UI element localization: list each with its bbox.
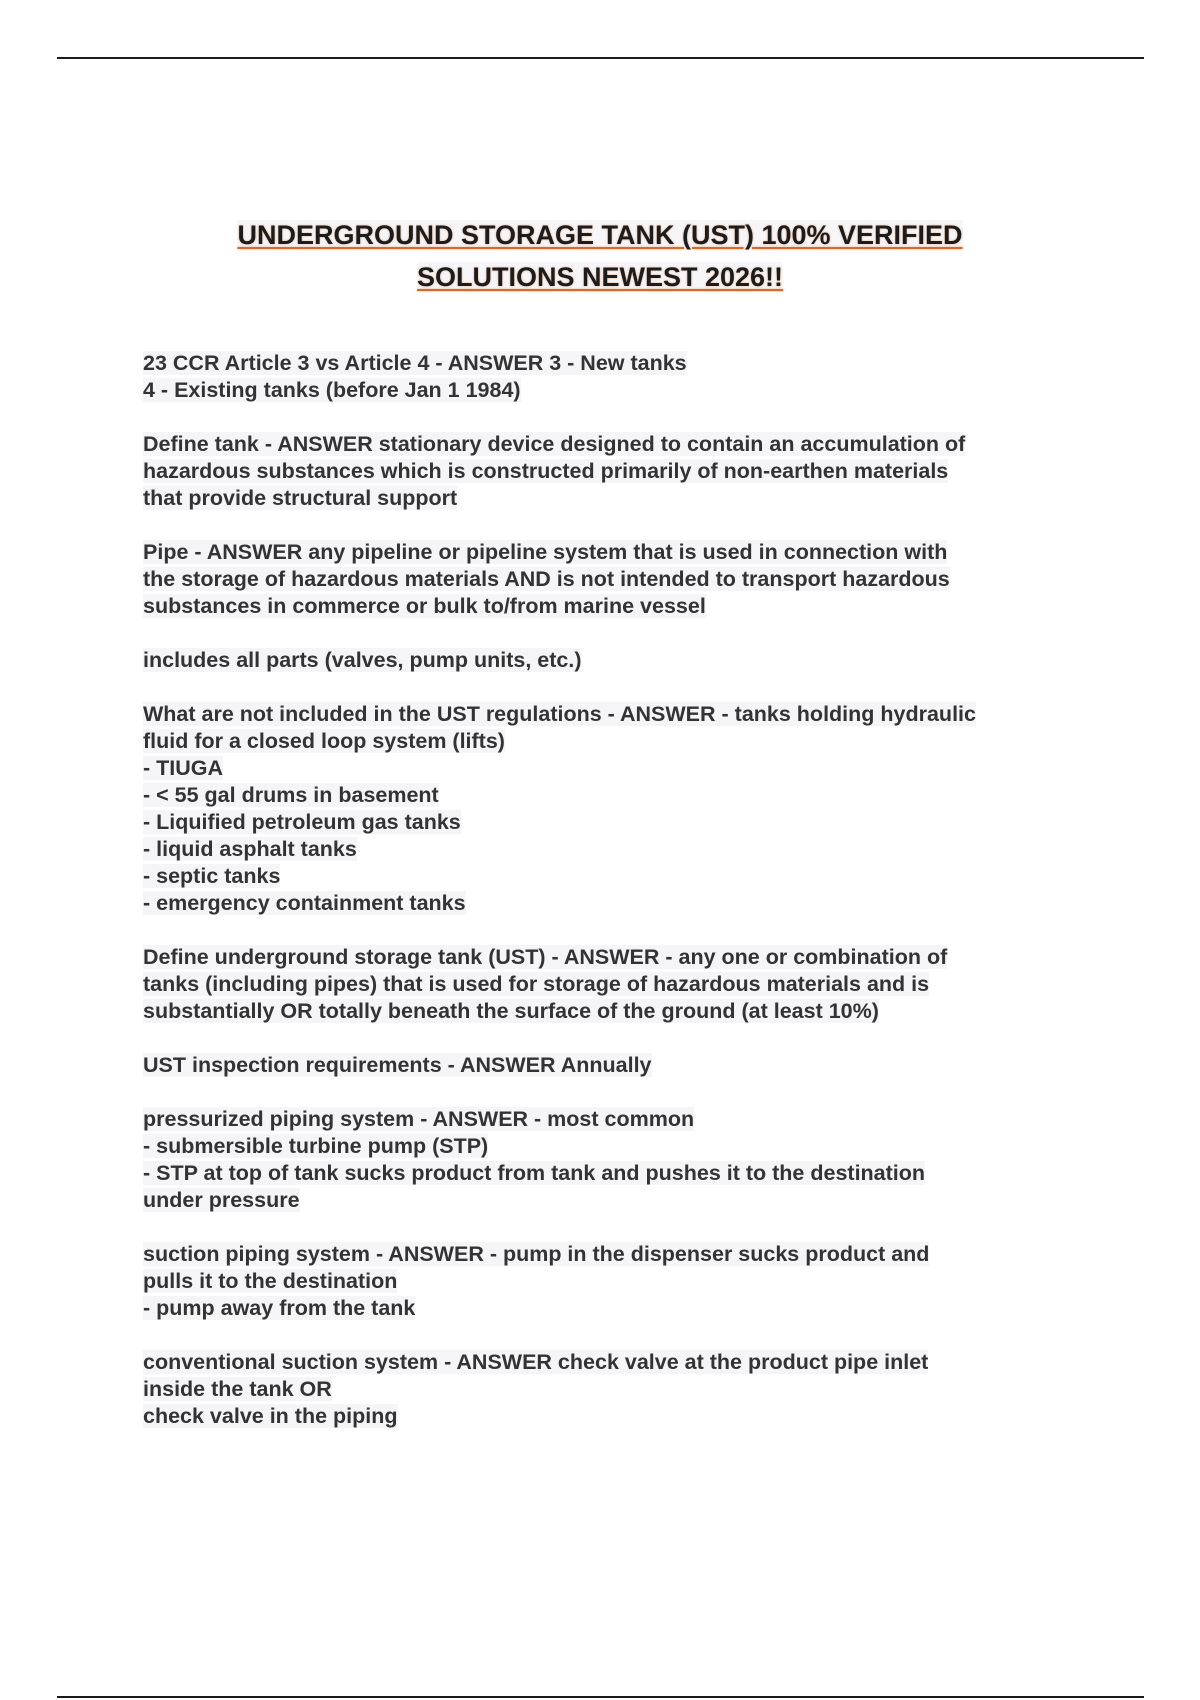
qa-entry-line: [143, 1052, 1083, 1079]
qa-entry-line: [143, 1106, 1083, 1133]
qa-entry-line: [143, 890, 1083, 917]
qa-entry-text: - liquid asphalt tanks: [143, 837, 357, 861]
qa-entry-text: under pressure: [143, 1188, 300, 1212]
qa-entry-line: [143, 485, 1083, 512]
qa-entry-text: pressurized piping system - ANSWER - most common: [143, 1107, 695, 1131]
qa-entry: [143, 1349, 1083, 1430]
title-line-1: UNDERGROUND STORAGE TANK (UST) 100% VERIFIED: [237, 220, 963, 250]
qa-entry-line: [143, 944, 1083, 971]
qa-entry-text: suction piping system - ANSWER - pump in the dispenser sucks product and: [143, 1242, 930, 1266]
qa-entry-text: - < 55 gal drums in basement: [143, 783, 439, 807]
qa-entry: [143, 1241, 1083, 1322]
qa-entry-line: [143, 1268, 1083, 1295]
qa-entry-text: - submersible turbine pump (STP): [143, 1134, 489, 1158]
qa-entry-line: [143, 539, 1083, 566]
qa-entry-text: What are not included in the UST regulations - ANSWER - tanks holding hydraulic: [143, 702, 976, 726]
document-title: [120, 214, 1080, 298]
qa-entry-text: that provide structural support: [143, 486, 458, 510]
qa-entry-text: fluid for a closed loop system (lifts): [143, 729, 505, 753]
qa-entry-text: tanks (including pipes) that is used for storage of hazardous materials and is: [143, 972, 930, 996]
qa-entry: [143, 1106, 1083, 1214]
qa-entry-text: 4 - Existing tanks (before Jan 1 1984): [143, 378, 521, 402]
qa-entry: [143, 431, 1083, 512]
qa-entry-text: the storage of hazardous materials AND is not intended to transport hazardous: [143, 567, 950, 591]
qa-entry: [143, 350, 1083, 404]
qa-entry-line: [143, 782, 1083, 809]
qa-entry: [143, 647, 1083, 674]
qa-entry-line: [143, 728, 1083, 755]
qa-entry-text: - STP at top of tank sucks product from tank and pushes it to the destination: [143, 1161, 926, 1185]
header-rule: [57, 57, 1144, 59]
qa-entry-text: - pump away from the tank: [143, 1296, 416, 1320]
qa-entry-line: [143, 431, 1083, 458]
qa-entry-line: [143, 701, 1083, 728]
qa-entry-line: [143, 998, 1083, 1025]
qa-entry-text: - TIUGA: [143, 756, 224, 780]
qa-entry-line: [143, 458, 1083, 485]
qa-entry-text: Pipe - ANSWER any pipeline or pipeline system that is used in connection with: [143, 540, 948, 564]
qa-entry-line: [143, 350, 1083, 377]
qa-entry-text: hazardous substances which is constructed primarily of non-earthen materials: [143, 459, 949, 483]
qa-entry-text: includes all parts (valves, pump units, etc.): [143, 648, 582, 672]
footer-rule: [57, 1696, 1144, 1698]
qa-entry-text: - Liquified petroleum gas tanks: [143, 810, 461, 834]
qa-entry-line: [143, 863, 1083, 890]
qa-entry-text: UST inspection requirements - ANSWER Annually: [143, 1053, 652, 1077]
qa-entry-text: check valve in the piping: [143, 1404, 398, 1428]
qa-entry-line: [143, 1241, 1083, 1268]
qa-entry-text: Define tank - ANSWER stationary device designed to contain an accumulation of: [143, 432, 966, 456]
qa-entry-line: [143, 1295, 1083, 1322]
qa-entry-text: - septic tanks: [143, 864, 281, 888]
qa-entry-line: [143, 566, 1083, 593]
qa-entry-text: Define underground storage tank (UST) - ANSWER - any one or combination of: [143, 945, 948, 969]
qa-entry-text: pulls it to the destination: [143, 1269, 398, 1293]
qa-entry-line: [143, 755, 1083, 782]
document-body: [143, 350, 1083, 1457]
qa-entry-line: [143, 647, 1083, 674]
qa-entry-line: [143, 1349, 1083, 1376]
qa-entry-line: [143, 836, 1083, 863]
qa-entry-line: [143, 971, 1083, 998]
qa-entry-text: 23 CCR Article 3 vs Article 4 - ANSWER 3 - New tanks: [143, 351, 687, 375]
qa-entry: [143, 539, 1083, 620]
qa-entry: [143, 944, 1083, 1025]
qa-entry-text: inside the tank OR: [143, 1377, 332, 1401]
qa-entry-line: [143, 1187, 1083, 1214]
qa-entry-text: substantially OR totally beneath the surface of the ground (at least 10%): [143, 999, 879, 1023]
qa-entry-text: conventional suction system - ANSWER check valve at the product pipe inlet: [143, 1350, 929, 1374]
qa-entry-text: - emergency containment tanks: [143, 891, 466, 915]
qa-entry-text: substances in commerce or bulk to/from marine vessel: [143, 594, 706, 618]
qa-entry: [143, 701, 1083, 917]
qa-entry-line: [143, 809, 1083, 836]
qa-entry-line: [143, 1160, 1083, 1187]
qa-entry-line: [143, 377, 1083, 404]
qa-entry-line: [143, 593, 1083, 620]
qa-entry-line: [143, 1403, 1083, 1430]
qa-entry: [143, 1052, 1083, 1079]
title-line-2: SOLUTIONS NEWEST 2026!!: [416, 262, 784, 292]
qa-entry-line: [143, 1376, 1083, 1403]
qa-entry-line: [143, 1133, 1083, 1160]
